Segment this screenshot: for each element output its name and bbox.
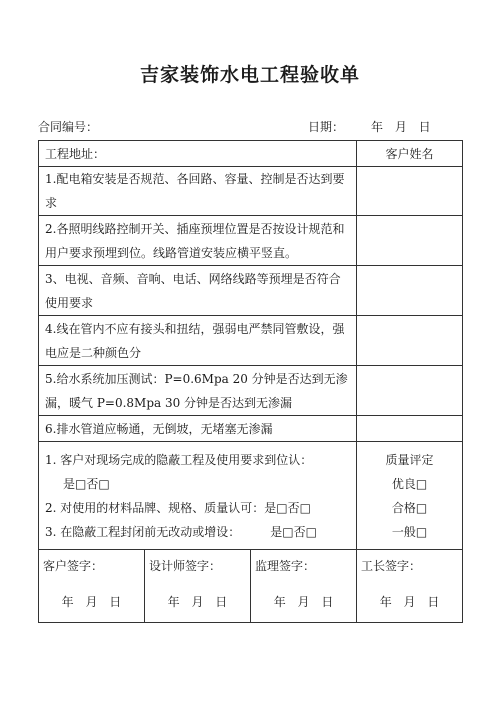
check-line-2[interactable]: 2. 对使用的材料品牌、规格、质量认可：是□否□ [45,500,311,515]
acceptance-checks [39,442,357,550]
inspection-table [38,140,463,623]
contract-number-label: 合同编号： [38,120,99,134]
quality-title: 质量评定 [385,452,434,467]
customer-signature-date: 年 月 日 [61,595,122,609]
foreman-signature-label: 工长签字： [361,559,422,573]
customer-signature[interactable] [39,550,145,623]
supervisor-signature[interactable] [251,550,357,623]
check-line-3 [45,520,350,544]
foreman-signature-date: 年 月 日 [379,595,440,609]
check-line-1: 1. 客户对现场完成的隐蔽工程及使用要求到位认： [45,452,313,467]
date-label: 日期： [308,120,345,134]
item-1: 1.配电箱安装是否规范、各回路、容量、控制是否达到要求 [39,167,357,216]
item-5: 5.给水系统加压测试：P=0.6Mpa 20 分钟是否达到无渗漏，暖气 P=0.8Mpa 30 分钟是否达到无渗漏 [39,366,357,416]
item-5-result[interactable] [357,366,463,416]
quality-normal-option[interactable]: 一般□ [391,524,428,539]
designer-signature-label: 设计师签字： [149,559,222,573]
item-3: 3、电视、音频、音响、电话、网络线路等预埋是否符合使用要求 [39,266,357,316]
item-3-result[interactable] [357,266,463,316]
designer-signature[interactable] [145,550,251,623]
quality-rating [357,442,463,550]
quality-pass-option[interactable]: 合格□ [391,500,428,515]
item-2: 2.各照明线路控制开关、插座预埋位置是否按设计规范和用户要求预埋到位。线路管道安装应横平竖直。 [39,216,357,266]
check-line-3-text: 3. 在隐蔽工程封闭前无改动或增设： [45,524,241,539]
item-2-result[interactable] [357,216,463,266]
customer-name-label: 客户姓名 [357,141,463,167]
page-title: 吉家装饰水电工程验收单 [139,64,360,86]
supervisor-signature-date: 年 月 日 [273,595,334,609]
check-line-3-options[interactable]: 是□否□ [270,524,317,539]
foreman-signature[interactable] [357,550,463,623]
meta-row [38,118,462,136]
customer-signature-label: 客户签字： [43,559,104,573]
quality-good-option[interactable]: 优良□ [391,476,428,491]
item-6-result[interactable] [357,416,463,442]
designer-signature-date: 年 月 日 [167,595,228,609]
item-1-result[interactable] [357,167,463,216]
item-4: 4.线在管内不应有接头和扭结，强弱电严禁同管敷设，强电应是二种颜色分 [39,316,357,366]
item-4-result[interactable] [357,316,463,366]
supervisor-signature-label: 监理签字： [255,559,316,573]
check-line-1-options[interactable]: 是□否□ [63,476,110,491]
item-6: 6.排水管道应畅通，无倒坡，无堵塞无渗漏 [39,416,357,442]
address-field[interactable]: 工程地址： [39,141,357,167]
date-value: 年 月 日 [371,120,431,134]
